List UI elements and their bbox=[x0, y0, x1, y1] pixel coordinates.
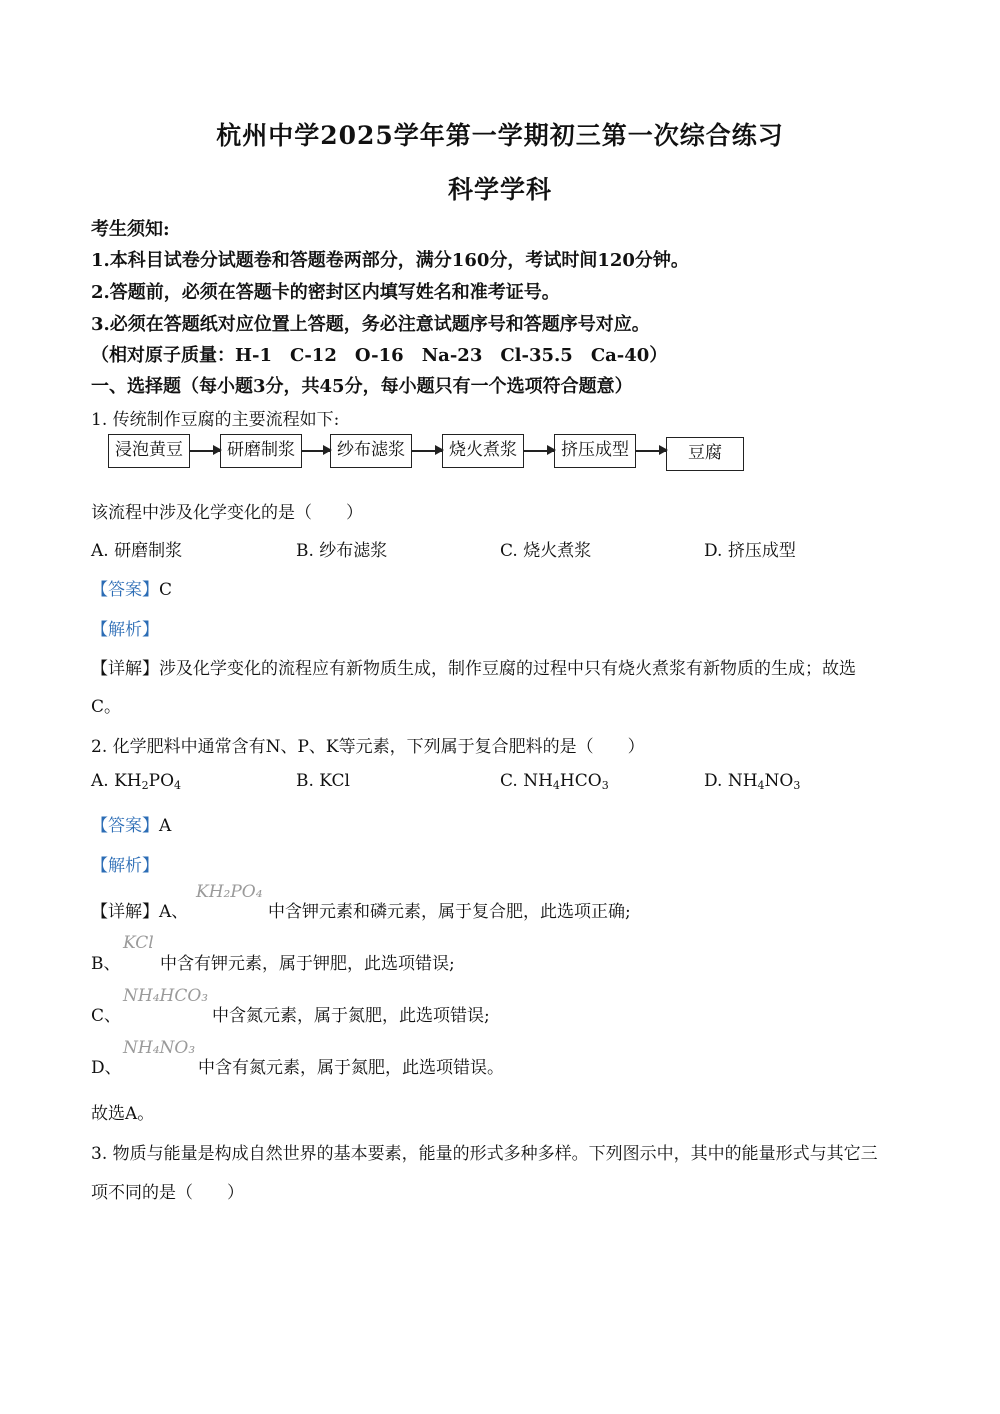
page-subtitle: 科学学科 bbox=[447, 175, 552, 204]
q1-option-c: C. 烧火煮浆 bbox=[500, 541, 592, 561]
q2-c-sub1: 4 bbox=[552, 779, 560, 792]
flow-step-4: 烧火煮浆 bbox=[442, 434, 524, 468]
q2-option-d bbox=[704, 771, 800, 792]
q2-detail-b-text: 中含有钾元素，属于钾肥，此选项错误; bbox=[160, 954, 455, 974]
q1-option-a: A. 研磨制浆 bbox=[91, 541, 183, 561]
flow-arrow-1 bbox=[190, 450, 220, 452]
q1-stem: 1. 传统制作豆腐的主要流程如下: bbox=[91, 410, 340, 430]
notice-item-3: 3.必须在答题纸对应位置上答题，务必注意试题序号和答题序号对应。 bbox=[91, 314, 650, 335]
q2-option-c bbox=[500, 771, 609, 792]
q2-detail-d-prefix: D、 bbox=[91, 1058, 122, 1078]
q1-question: 该流程中涉及化学变化的是（ ） bbox=[91, 503, 363, 523]
q1-flowchart bbox=[108, 434, 748, 476]
q2-d-part1: D. NH bbox=[704, 771, 758, 791]
flow-arrow-5 bbox=[636, 450, 666, 452]
answer-label: 【答案】 bbox=[91, 580, 159, 600]
q2-answer bbox=[91, 811, 171, 836]
q2-analysis-label: 【解析】 bbox=[91, 856, 159, 876]
q2-detail-c-formula: NH₄HCO₃ bbox=[123, 986, 209, 1006]
notice-heading: 考生须知: bbox=[91, 219, 170, 240]
atomic-mass-note: （相对原子质量：H-1 C-12 O-16 Na-23 Cl-35.5 Ca-40） bbox=[91, 345, 668, 366]
q2-a-part1: A. KH bbox=[91, 771, 142, 791]
q3-stem-line-2: 项不同的是（ ） bbox=[91, 1183, 244, 1203]
q2-detail-b-formula: KCl bbox=[123, 933, 154, 953]
q2-detail-b-prefix: B、 bbox=[91, 954, 121, 974]
section-heading: 一、选择题（每小题3分，共45分，每小题只有一个选项符合题意） bbox=[91, 376, 633, 397]
q2-a-part2: PO bbox=[148, 771, 175, 791]
flow-result: 豆腐 bbox=[666, 437, 744, 471]
q2-c-part1: C. NH bbox=[500, 771, 553, 791]
q2-a-sub1: 2 bbox=[141, 779, 149, 792]
q2-c-sub2: 3 bbox=[601, 779, 609, 792]
q2-stem: 2. 化学肥料中通常含有N、P、K等元素，下列属于复合肥料的是（ ） bbox=[91, 737, 645, 757]
flow-arrow-2 bbox=[302, 450, 330, 452]
flow-step-2: 研磨制浆 bbox=[220, 434, 302, 468]
q1-answer bbox=[91, 575, 172, 600]
q1-option-d: D. 挤压成型 bbox=[704, 541, 796, 561]
notice-item-1: 1.本科目试卷分试题卷和答题卷两部分，满分160分，考试时间120分钟。 bbox=[91, 250, 689, 271]
q2-detail-a-text: 中含钾元素和磷元素，属于复合肥，此选项正确; bbox=[268, 902, 631, 922]
q2-a-sub2: 4 bbox=[174, 779, 182, 792]
q2-d-sub2: 3 bbox=[793, 779, 801, 792]
flow-step-5: 挤压成型 bbox=[554, 434, 636, 468]
flow-arrow-4 bbox=[524, 450, 554, 452]
flow-arrow-3 bbox=[412, 450, 442, 452]
q2-detail-a-prefix: 【详解】A、 bbox=[91, 902, 189, 922]
q2-conclusion: 故选A。 bbox=[91, 1104, 155, 1124]
q2-option-a bbox=[91, 771, 181, 792]
q2-detail-c-prefix: C、 bbox=[91, 1006, 122, 1026]
flow-step-3: 纱布滤浆 bbox=[330, 434, 412, 468]
q3-stem-line-1: 3. 物质与能量是构成自然世界的基本要素，能量的形式多种多样。下列图示中，其中的能量形式与其它三 bbox=[91, 1144, 878, 1164]
q2-d-sub1: 4 bbox=[757, 779, 765, 792]
q1-detail-line-2: C。 bbox=[91, 697, 122, 717]
notice-item-2: 2.答题前，必须在答题卡的密封区内填写姓名和准考证号。 bbox=[91, 282, 560, 303]
answer-value: A bbox=[159, 816, 172, 836]
q2-detail-c-text: 中含氮元素，属于氮肥，此选项错误; bbox=[212, 1006, 490, 1026]
page-title: 杭州中学2025学年第一学期初三第一次综合练习 bbox=[216, 121, 784, 150]
q2-detail-d-formula: NH₄NO₃ bbox=[123, 1038, 196, 1058]
q1-detail-line-1: 【详解】涉及化学变化的流程应有新物质生成，制作豆腐的过程中只有烧火煮浆有新物质的生成；故选 bbox=[91, 659, 856, 679]
q1-option-b: B. 纱布滤浆 bbox=[296, 541, 388, 561]
flow-step-1: 浸泡黄豆 bbox=[108, 434, 190, 468]
q1-analysis-label: 【解析】 bbox=[91, 620, 159, 640]
q2-detail-d-text: 中含有氮元素，属于氮肥，此选项错误。 bbox=[198, 1058, 504, 1078]
q2-detail-a-formula: KH₂PO₄ bbox=[196, 882, 263, 902]
answer-value: C bbox=[159, 580, 173, 600]
q2-c-part2: HCO bbox=[559, 771, 602, 791]
q2-option-b: B. KCl bbox=[296, 771, 350, 791]
answer-label: 【答案】 bbox=[91, 816, 159, 836]
q2-d-part2: NO bbox=[764, 771, 794, 791]
